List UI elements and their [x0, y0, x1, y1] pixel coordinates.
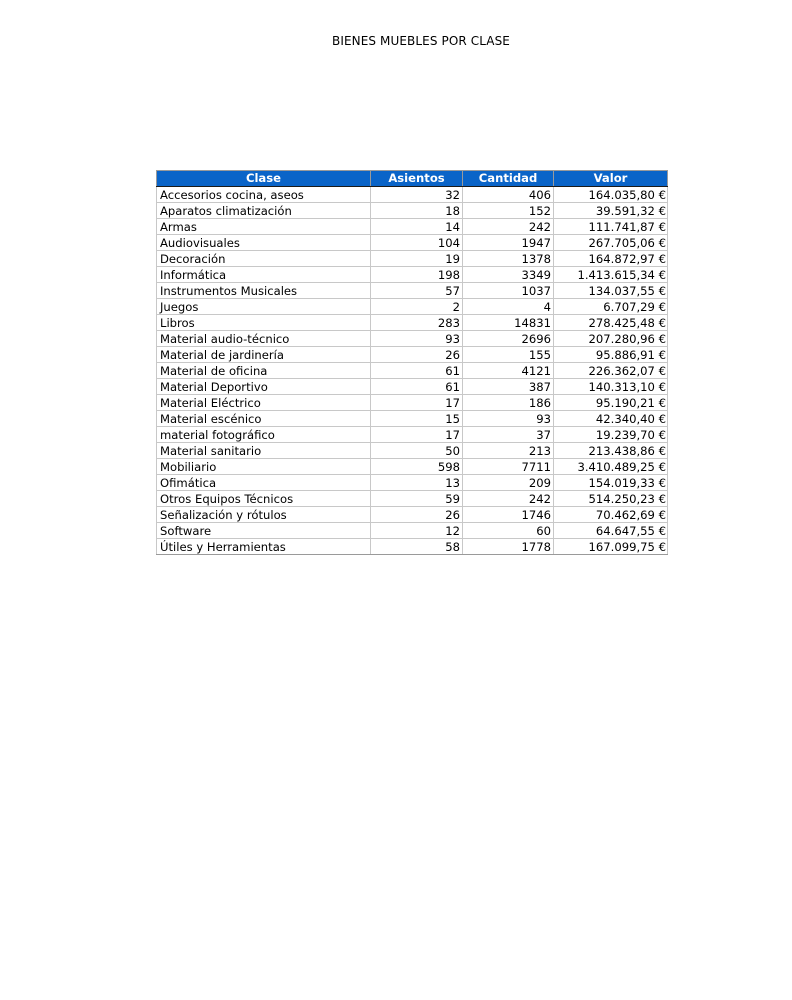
cell-clase: material fotográfico — [157, 427, 371, 443]
table-row — [157, 283, 668, 299]
cell-asientos: 2 — [371, 299, 463, 315]
cell-valor: 111.741,87 € — [554, 219, 668, 235]
cell-asientos: 59 — [371, 491, 463, 507]
cell-valor: 6.707,29 € — [554, 299, 668, 315]
table-row — [157, 235, 668, 251]
table-row — [157, 203, 668, 219]
cell-clase: Ofimática — [157, 475, 371, 491]
cell-valor: 164.872,97 € — [554, 251, 668, 267]
cell-asientos: 15 — [371, 411, 463, 427]
cell-cantidad: 4121 — [463, 363, 554, 379]
cell-cantidad: 406 — [463, 187, 554, 203]
cell-cantidad: 60 — [463, 523, 554, 539]
cell-cantidad: 2696 — [463, 331, 554, 347]
cell-valor: 140.313,10 € — [554, 379, 668, 395]
cell-cantidad: 3349 — [463, 267, 554, 283]
cell-valor: 154.019,33 € — [554, 475, 668, 491]
table-row — [157, 187, 668, 203]
table-row — [157, 331, 668, 347]
cell-cantidad: 1378 — [463, 251, 554, 267]
cell-cantidad: 4 — [463, 299, 554, 315]
cell-valor: 213.438,86 € — [554, 443, 668, 459]
cell-cantidad: 387 — [463, 379, 554, 395]
cell-valor: 164.035,80 € — [554, 187, 668, 203]
cell-cantidad: 1037 — [463, 283, 554, 299]
cell-cantidad: 14831 — [463, 315, 554, 331]
cell-asientos: 198 — [371, 267, 463, 283]
cell-asientos: 598 — [371, 459, 463, 475]
cell-cantidad: 1746 — [463, 507, 554, 523]
cell-asientos: 26 — [371, 507, 463, 523]
cell-cantidad: 242 — [463, 219, 554, 235]
table-row — [157, 379, 668, 395]
cell-cantidad: 1947 — [463, 235, 554, 251]
cell-clase: Libros — [157, 315, 371, 331]
table-row — [157, 523, 668, 539]
table-header-row — [157, 171, 668, 187]
cell-clase: Informática — [157, 267, 371, 283]
cell-valor: 207.280,96 € — [554, 331, 668, 347]
cell-clase: Material escénico — [157, 411, 371, 427]
bienes-table — [156, 170, 668, 555]
table-row — [157, 347, 668, 363]
cell-cantidad: 213 — [463, 443, 554, 459]
cell-asientos: 18 — [371, 203, 463, 219]
cell-cantidad: 242 — [463, 491, 554, 507]
cell-cantidad: 186 — [463, 395, 554, 411]
cell-clase: Instrumentos Musicales — [157, 283, 371, 299]
cell-clase: Útiles y Herramientas — [157, 539, 371, 555]
cell-asientos: 13 — [371, 475, 463, 491]
cell-valor: 226.362,07 € — [554, 363, 668, 379]
header-cantidad: Cantidad — [463, 171, 554, 187]
cell-clase: Material sanitario — [157, 443, 371, 459]
cell-asientos: 61 — [371, 379, 463, 395]
cell-valor: 278.425,48 € — [554, 315, 668, 331]
cell-clase: Material de oficina — [157, 363, 371, 379]
cell-clase: Señalización y rótulos — [157, 507, 371, 523]
cell-asientos: 17 — [371, 427, 463, 443]
table-row — [157, 427, 668, 443]
cell-valor: 167.099,75 € — [554, 539, 668, 555]
cell-asientos: 12 — [371, 523, 463, 539]
cell-asientos: 283 — [371, 315, 463, 331]
table-row — [157, 315, 668, 331]
cell-clase: Otros Equipos Técnicos — [157, 491, 371, 507]
cell-clase: Material Eléctrico — [157, 395, 371, 411]
table-row — [157, 267, 668, 283]
cell-clase: Armas — [157, 219, 371, 235]
table-row — [157, 395, 668, 411]
cell-clase: Mobiliario — [157, 459, 371, 475]
table-row — [157, 251, 668, 267]
cell-clase: Juegos — [157, 299, 371, 315]
cell-asientos: 50 — [371, 443, 463, 459]
cell-asientos: 14 — [371, 219, 463, 235]
cell-clase: Material Deportivo — [157, 379, 371, 395]
table-row — [157, 475, 668, 491]
cell-valor: 39.591,32 € — [554, 203, 668, 219]
cell-clase: Material audio-técnico — [157, 331, 371, 347]
cell-valor: 42.340,40 € — [554, 411, 668, 427]
table-row — [157, 507, 668, 523]
cell-valor: 95.190,21 € — [554, 395, 668, 411]
cell-asientos: 104 — [371, 235, 463, 251]
cell-asientos: 19 — [371, 251, 463, 267]
cell-asientos: 26 — [371, 347, 463, 363]
cell-valor: 514.250,23 € — [554, 491, 668, 507]
page-title: BIENES MUEBLES POR CLASE — [332, 34, 510, 48]
cell-clase: Decoración — [157, 251, 371, 267]
cell-cantidad: 93 — [463, 411, 554, 427]
header-clase: Clase — [157, 171, 371, 187]
cell-asientos: 32 — [371, 187, 463, 203]
cell-clase: Material de jardinería — [157, 347, 371, 363]
header-valor: Valor — [554, 171, 668, 187]
cell-asientos: 61 — [371, 363, 463, 379]
table-row — [157, 443, 668, 459]
table-row — [157, 219, 668, 235]
table-container — [156, 170, 668, 555]
cell-cantidad: 7711 — [463, 459, 554, 475]
cell-asientos: 58 — [371, 539, 463, 555]
cell-cantidad: 152 — [463, 203, 554, 219]
cell-clase: Accesorios cocina, aseos — [157, 187, 371, 203]
cell-cantidad: 209 — [463, 475, 554, 491]
header-asientos: Asientos — [371, 171, 463, 187]
cell-valor: 70.462,69 € — [554, 507, 668, 523]
table-body — [157, 187, 668, 555]
cell-clase: Aparatos climatización — [157, 203, 371, 219]
cell-valor: 95.886,91 € — [554, 347, 668, 363]
cell-valor: 267.705,06 € — [554, 235, 668, 251]
cell-cantidad: 1778 — [463, 539, 554, 555]
cell-asientos: 93 — [371, 331, 463, 347]
cell-clase: Software — [157, 523, 371, 539]
cell-clase: Audiovisuales — [157, 235, 371, 251]
cell-cantidad: 155 — [463, 347, 554, 363]
cell-valor: 134.037,55 € — [554, 283, 668, 299]
table-row — [157, 539, 668, 555]
table-row — [157, 491, 668, 507]
cell-valor: 3.410.489,25 € — [554, 459, 668, 475]
table-row — [157, 299, 668, 315]
cell-asientos: 57 — [371, 283, 463, 299]
table-row — [157, 459, 668, 475]
table-row — [157, 411, 668, 427]
cell-valor: 19.239,70 € — [554, 427, 668, 443]
cell-valor: 64.647,55 € — [554, 523, 668, 539]
cell-asientos: 17 — [371, 395, 463, 411]
table-row — [157, 363, 668, 379]
cell-cantidad: 37 — [463, 427, 554, 443]
cell-valor: 1.413.615,34 € — [554, 267, 668, 283]
